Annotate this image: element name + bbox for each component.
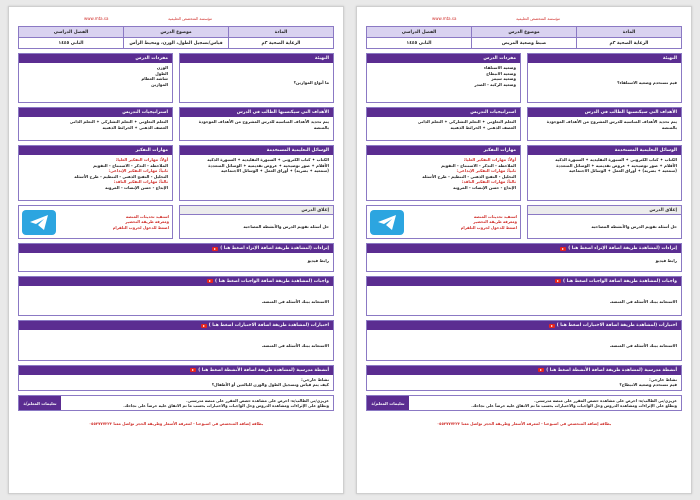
strategies-title: استراتيجيات التدريس (19, 108, 172, 117)
aids-title: الوسائل التعليمية المستخدمة (528, 146, 681, 155)
vocab-item: الطول (155, 70, 168, 76)
homework-section (18, 276, 334, 317)
skills-line: الملاحظة - التذكر - الاستنتاج - التقويم (93, 162, 168, 168)
goals-title: الأهداف التي سيكتسبها الطالب في الدرس (528, 108, 681, 117)
intro-title: التهيئة (180, 54, 333, 63)
closing-body: حل أسئلة تقويم الدرس والأنشطة المصاحبة (243, 223, 329, 229)
youtube-icon[interactable] (212, 247, 218, 251)
strategies-line: العصف الذهني ✦ الخرائط الذهنية (102, 124, 168, 130)
strategies-line: التعلم التعاوني ✦ التعلم التشاركي ✦ التعلم الذاتي (417, 119, 516, 124)
page-header (18, 16, 334, 26)
vocab-title: مفردات الدرس (19, 54, 172, 63)
notes-label: تعليمات المعلم/ة (367, 396, 409, 410)
goals-box (527, 107, 682, 141)
vocab-item: وضعية سيمز (491, 76, 516, 82)
telegram-icon[interactable] (370, 210, 404, 235)
activity-line: كيف يتم قياس وتسجيل الطول والوزن للبالغين أو الأطفال؟ (211, 382, 329, 388)
page-footer[interactable]: بطاقة إضافة المتخصص في اسبوعنا - لمعرفة الأسعار وطريقة الحجز تواصل معنا ٠٥٥٣٧٧٧٢٢٣ (436, 421, 612, 427)
telegram-text: اضغط للدخول لجروب التلقرام (460, 224, 517, 230)
vocab-item: الوزن (156, 65, 168, 70)
goals-line: بالمنصة (661, 124, 677, 130)
goals-line: يتم تحديد الأهداف المناسبة للدرس المشروح من الأهداف الموجودة (546, 119, 677, 124)
telegram-text: اضغط للدخول لجروب التلقرام (112, 224, 169, 230)
enrichment-title[interactable]: إثراءات (لمشاهدة طريقة اضافة الإثراء اضغط هنا ) (220, 246, 329, 251)
vocab-title: مفردات الدرس (367, 54, 520, 63)
homework-header[interactable] (367, 277, 681, 286)
closing-title: إغلاق الدرس (528, 206, 681, 215)
enrichment-body: رابط فيديو (307, 258, 329, 263)
notes-line: عزيزي/تي الطالب/ة: احرص على مشاهدة حصص المقرر على منصة مدرستي. (186, 397, 329, 403)
skills-box (18, 145, 173, 201)
homework-title[interactable]: واجبات (لمشاهدة طريقة اضافة الواجبات اضغط هنا ) (215, 278, 329, 284)
notes-line: عزيزي/تي الطالب/ة: احرص على مشاهدة حصص المقرر على منصة مدرستي. (534, 397, 677, 403)
org-name: مؤسسة المتخصص التعليمية (168, 16, 212, 21)
aids-line: الأقلام ✦ صور توضيحية ✦ عروض تقديمية ✦ الوسائل المتعددة (556, 162, 677, 168)
lesson-plan-page (8, 6, 344, 494)
notes-label: تعليمات المعلم/ة (19, 396, 61, 410)
vocab-item: الموازين (151, 81, 168, 87)
strategies-line: التعلم التعاوني ✦ التعلم التشاركي ✦ التعلم الذاتي (69, 119, 168, 124)
aids-line: الكتاب ✦ كتاب الكتروني ✦ السبورة التقليدية ✦ السبورة الذكية (555, 157, 677, 162)
youtube-icon[interactable] (201, 324, 207, 328)
activity-header[interactable] (19, 366, 333, 375)
vocab-item: شاشة العظام (141, 76, 168, 82)
enrichment-body: رابط فيديو (655, 258, 677, 263)
notes-line: وتطلع على الإثراءات ومشاهدة الدروس وحل الواجبات والاختبارات بحسب ما تم الاتفاق عليه حرصاً على نجاحك. (471, 403, 677, 409)
tests-body: الاستعانة ببنك الأسئلة في المنصة. (609, 343, 677, 349)
tests-section (366, 320, 682, 361)
aids-box (179, 145, 334, 201)
telegram-text: ومعرفة طريقة التحضير (125, 219, 169, 225)
page-header (366, 16, 682, 26)
closing-body: حل أسئلة تقويم الدرس والأنشطة المصاحبة (591, 223, 677, 229)
activity-title[interactable]: أنشطة مدرسية (لمشاهدة طريقة اضافة الأنشطة اضغط هنا ) (198, 367, 329, 373)
org-name: مؤسسة المتخصص التعليمية (516, 16, 560, 21)
activity-line: فيم تستخدم وضعية الانبطاح؟ (619, 382, 677, 388)
teacher-notes (18, 395, 334, 411)
skills-line: ثالثاً: مهارات التفكير الناقد: (113, 179, 168, 185)
vocab-item: وضعية الانبطاح (486, 70, 516, 76)
skills-title: مهارات التفكير (367, 146, 520, 155)
goals-line: يتم تحديد الأهداف المناسبة للدرس المشروح من الأهداف الموجودة (198, 119, 329, 124)
site-link[interactable]: www.mta.sa (432, 16, 457, 21)
subject-label: المادة (577, 27, 682, 38)
enrichment-header[interactable] (19, 244, 333, 253)
youtube-icon[interactable] (190, 368, 196, 372)
intro-body: ما أنواع الموازين؟ (293, 79, 329, 85)
goals-line: بالمنصة (313, 124, 329, 130)
closing-box (179, 205, 334, 239)
topic-value: ضبط وضعية المريض (472, 38, 577, 49)
aids-box (527, 145, 682, 201)
youtube-icon[interactable] (555, 279, 561, 283)
skills-line: التحليل - التفتح الذهني - التنظيم - طرح الأسئلة (74, 173, 168, 179)
telegram-text: ومعرفة طريقة التحضير (473, 219, 517, 225)
lesson-plan-page (356, 6, 692, 494)
intro-title: التهيئة (528, 54, 681, 63)
enrichment-header[interactable] (367, 244, 681, 253)
strategies-title: استراتيجيات التدريس (367, 108, 520, 117)
aids-line: الأقلام ✦ صور توضيحية ✦ عروض تقديمية ✦ الوسائل المتعددة (208, 162, 329, 168)
aids-line: (سمعية ✦ بصرية) ✦ أوراق العمل ✦ الوسائل الاجتماعية (569, 168, 677, 174)
strategies-box (366, 107, 521, 141)
goals-title: الأهداف التي سيكتسبها الطالب في الدرس (180, 108, 333, 117)
homework-section (366, 276, 682, 317)
vocab-item: وضعية الركبة - الصدر (474, 81, 516, 87)
activity-line: نشاط خارجي: (301, 376, 329, 382)
closing-box (527, 205, 682, 239)
activity-title[interactable]: أنشطة مدرسية (لمشاهدة طريقة اضافة الأنشطة اضغط هنا ) (546, 367, 677, 373)
site-link[interactable]: www.mta.sa (84, 16, 109, 21)
telegram-box[interactable] (18, 205, 173, 239)
homework-body: الاستعانة ببنك الأسئلة في المنصة. (261, 298, 329, 304)
lesson-meta-table (366, 26, 682, 49)
telegram-text: استفيد تحديثات المنصة (125, 214, 169, 220)
subject-label: المادة (229, 27, 334, 38)
semester-label: الفصل الدراسي (19, 27, 124, 38)
subject-value: الرعاية الصحية ٣م (229, 38, 334, 49)
homework-header[interactable] (19, 277, 333, 286)
intro-box (527, 53, 682, 103)
skills-line: أولاً: مهارات التفكير العليا: (115, 157, 168, 162)
skills-title: مهارات التفكير (19, 146, 172, 155)
tests-section (18, 320, 334, 361)
enrichment-title[interactable]: إثراءات (لمشاهدة طريقة اضافة الإثراء اضغط هنا ) (568, 246, 677, 251)
telegram-text: استفيد تحديثات المنصة (473, 214, 517, 220)
skills-line: أولاً: مهارات التفكير العليا: (463, 157, 516, 162)
skills-line: الملاحظة - التذكر - الاستنتاج - التقويم (441, 162, 516, 168)
activity-line: نشاط خارجي: (649, 376, 677, 382)
skills-line: ثانياً: مهارات التفكير الإبداعي: (108, 168, 168, 174)
skills-line: الإبداع - حسن الإنصات - المرونة (105, 184, 168, 190)
youtube-icon[interactable] (207, 279, 213, 283)
tests-title[interactable]: اختبارات (لمشاهدة طريقة اضافة الاختبارات اضغط هنا ) (208, 323, 329, 329)
semester-label: الفصل الدراسي (367, 27, 472, 38)
skills-line: التحليل - التفتح الذهني - التنظيم - طرح الأسئلة (422, 173, 516, 179)
aids-title: الوسائل التعليمية المستخدمة (180, 146, 333, 155)
vocab-box (366, 53, 521, 103)
semester-value: الثاني ١٤٤٥ (19, 38, 124, 49)
strategies-line: العصف الذهني ✦ الخرائط الذهنية (450, 124, 516, 130)
telegram-icon[interactable] (22, 210, 56, 235)
enrichment-section (18, 243, 334, 272)
aids-line: الكتاب ✦ كتاب الكتروني ✦ السبورة التقليدية ✦ السبورة الذكية (207, 157, 329, 162)
topic-label: موضوع الدرس (472, 27, 577, 38)
strategies-box (18, 107, 173, 141)
tests-header[interactable] (367, 321, 681, 330)
intro-body: فيم تستخدم وضعية الاستلقاء؟ (617, 79, 677, 85)
vocab-box (18, 53, 173, 103)
tests-title[interactable]: اختبارات (لمشاهدة طريقة اضافة الاختبارات اضغط هنا ) (556, 323, 677, 329)
tests-header[interactable] (19, 321, 333, 330)
skills-box (366, 145, 521, 201)
page-footer[interactable]: بطاقة إضافة المتخصص في اسبوعنا - لمعرفة الأسعار وطريقة الحجز تواصل معنا ٠٥٥٣٧٧٧٢٢٣ (88, 421, 264, 427)
youtube-icon[interactable] (560, 247, 566, 251)
homework-title[interactable]: واجبات (لمشاهدة طريقة اضافة الواجبات اضغط هنا ) (563, 278, 677, 284)
aids-line: (سمعية ✦ بصرية) ✦ أوراق العمل ✦ الوسائل الاجتماعية (221, 168, 329, 174)
semester-value: الثاني ١٤٤٥ (367, 38, 472, 49)
activity-section (366, 365, 682, 391)
vocab-item: وضعية الاستلقاء (483, 65, 516, 70)
youtube-icon[interactable] (549, 324, 555, 328)
closing-title: إغلاق الدرس (180, 206, 333, 215)
skills-line: ثانياً: مهارات التفكير الإبداعي: (456, 168, 516, 174)
skills-line: ثالثاً: مهارات التفكير الناقد: (461, 179, 516, 185)
intro-box (179, 53, 334, 103)
activity-section (18, 365, 334, 391)
teacher-notes (366, 395, 682, 411)
telegram-box[interactable] (366, 205, 521, 239)
tests-body: الاستعانة ببنك الأسئلة في المنصة. (261, 343, 329, 349)
enrichment-section (366, 243, 682, 272)
lesson-meta-table (18, 26, 334, 49)
subject-value: الرعاية الصحية ٣م (577, 38, 682, 49)
notes-line: وتطلع على الإثراءات ومشاهدة الدروس وحل الواجبات والاختبارات بحسب ما تم الاتفاق عليه حرصاً على نجاحك. (123, 403, 329, 409)
skills-line: الإبداع - حسن الإنصات - المرونة (453, 184, 516, 190)
topic-value: قياس/تسجيل الطول، الوزن، ومحيط الرأس (124, 38, 229, 49)
goals-box (179, 107, 334, 141)
activity-header[interactable] (367, 366, 681, 375)
homework-body: الاستعانة ببنك الأسئلة في المنصة. (609, 298, 677, 304)
youtube-icon[interactable] (538, 368, 544, 372)
topic-label: موضوع الدرس (124, 27, 229, 38)
